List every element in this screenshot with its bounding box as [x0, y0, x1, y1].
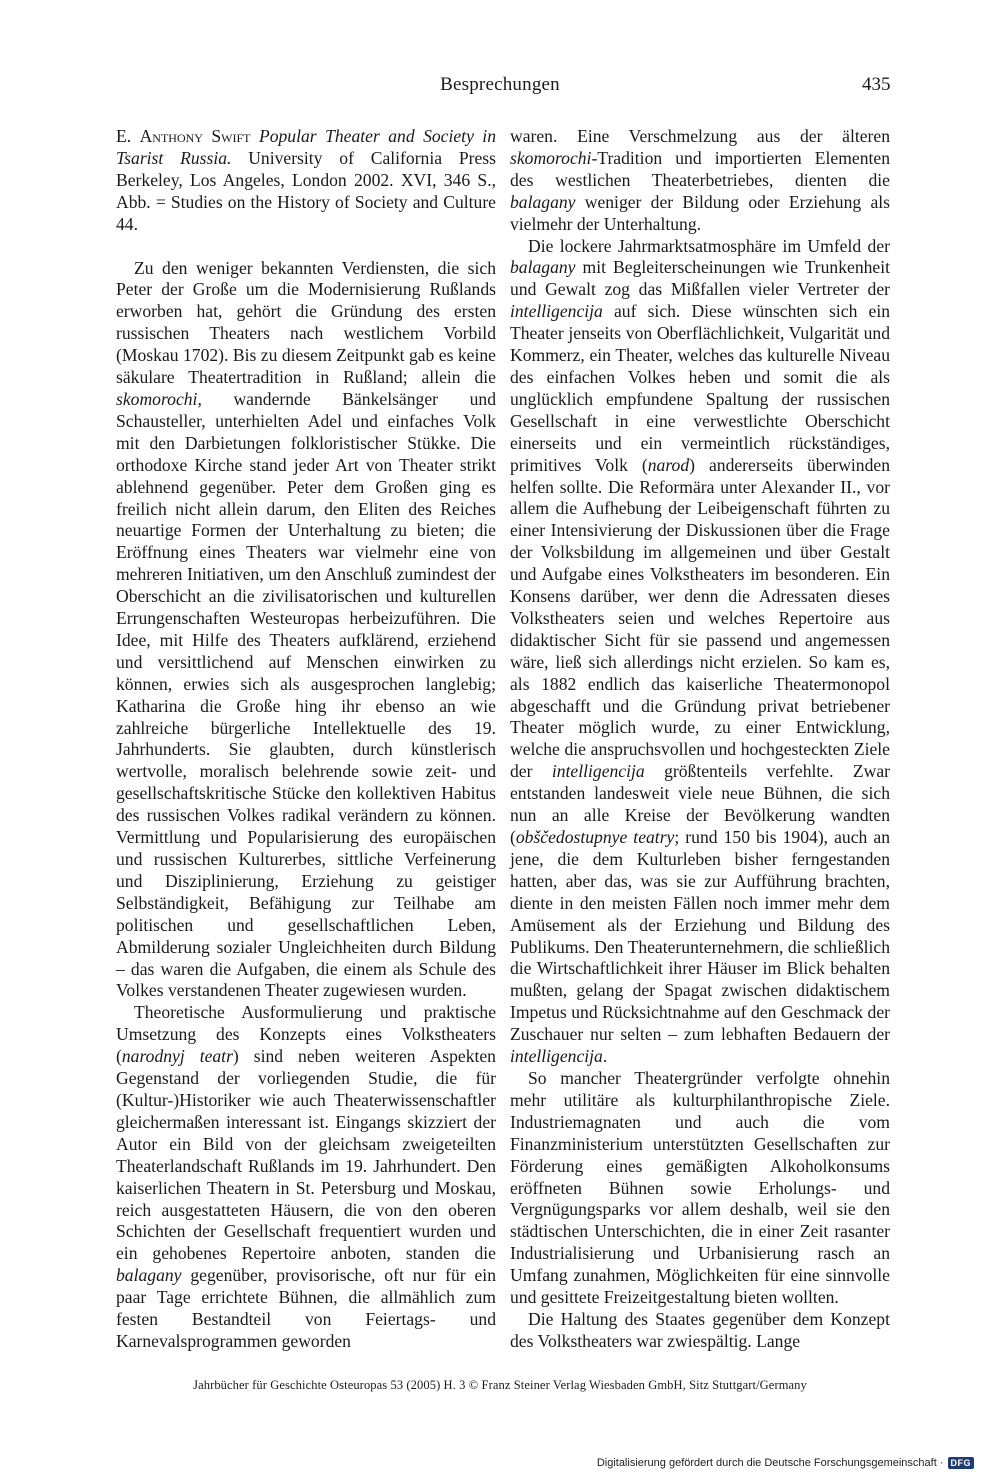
- italic-term: narodnyj teatr: [121, 1046, 233, 1067]
- text-run: Zu den weniger bekannten Verdiensten, die sich Peter der Große um die Modernisierung Rußlands erworben hat, gehört die Gründung des ersten russischen Theaters nach westlichem Vorbild (Moskau 1702). Bis zu diesem Zeitpunkt gab es keine säkulare Theatertradition in Rußland; allein die: [116, 257, 496, 388]
- review-book-title: Popular Theater and Society in Tsarist Russia.: [116, 126, 496, 168]
- text-run: Die Haltung des Staates gegenüber dem Konzept des Volkstheaters war zwiespältig. Lange: [510, 1308, 890, 1351]
- italic-term: narod: [647, 454, 690, 475]
- italic-term: balagany: [116, 1265, 182, 1286]
- text-run: -Tradition und importierten Elementen des westlichen Theaterbetriebes, dienten die: [510, 147, 890, 190]
- left-column: [116, 126, 496, 1353]
- text-run: größtenteils verfehlte. Zwar entstanden landesweit viele neue Bühnen, die sich nun an alle Kreise der Bevölkerung wandten (: [510, 761, 890, 847]
- text-run: ) andererseits überwinden helfen sollte. Die Reformära unter Alexander II., vor allem die Aufhebung der Leibeigenschaft führten zu einer Intensivierung der Diskussionen über die Frage der Volksbildung im allgemeinen und über Gestalt und Aufgabe eines Volkstheaters im besonderen. Ein Konsens darüber, wer denn die Adressaten dieses Volkstheaters seien und welches Repertoire aus didaktischer Sicht für sie passend und angemessen wäre, ließ sich allerdings nicht erzielen. So kam es, als 1882 endlich das kaiserliche Theatermonopol abgeschafft und die Gründung privat betriebener Theater möglich wurde, zu einer Entwicklung, welche die anspruchsvollen und hochgesteckten Ziele der: [510, 454, 891, 782]
- text-run: auf sich. Diese wünschten sich ein Theater jenseits von Oberflächlichkeit, Vulgarität und Kommerz, ein Theater, welches das kulturelle Niveau des einfachen Volkes heben und somit die als unglücklich empfundene Spaltung der russischen Gesellschaft in eine verwestlichte Oberschicht einerseits und ein vermeintlich rückständiges, primitives Volk (: [510, 301, 890, 475]
- text-run: ; rund 150 bis 1904), auch an jene, die dem Kulturleben bisher ferngestanden hatten, aber das, was sie zur Aufführung brachten, diente in den meisten Fällen noch immer mehr dem Amüsement als der Erziehung und Bildung des Publikums. Den Theaterunternehmern, die schließlich die Wirtschaftlichkeit ihrer Häuser im Blick behalten mußten, gelang der Spagat zwischen didaktischem Impetus und Rücksichtnahme auf den Geschmack der Zuschauer nur selten – zum lebhaften Bedauern der: [510, 827, 890, 1045]
- paragraph: [510, 1309, 890, 1353]
- dfg-logo-icon: DFG: [948, 1457, 975, 1469]
- text-run: mit Begleiterscheinungen wie Trunkenheit und Gewalt zog das Mißfallen vieler Vertreter der: [510, 257, 890, 300]
- digitization-note: [597, 1457, 974, 1469]
- italic-term: intelligencija: [551, 761, 645, 782]
- running-head: Besprechungen: [440, 74, 560, 95]
- review-publication: University of California Press Berkeley, Los Angeles, London 2002. XVI, 346 S., Abb. = Studies on the History of Society and Culture 44.: [116, 147, 496, 234]
- text-run: waren. Eine Verschmelzung aus der älteren: [510, 126, 890, 146]
- paragraph-continued: [510, 126, 890, 236]
- paragraph: [510, 1068, 890, 1309]
- right-column: [510, 126, 890, 1353]
- text-run: Theoretische Ausformulierung und praktische Umsetzung des Konzepts eines Volkstheaters (: [116, 1002, 496, 1067]
- review-citation: [116, 126, 496, 236]
- journal-footer: Jahrbücher für Geschichte Osteuropas 53 (2005) H. 3 © Franz Steiner Verlag Wiesbaden GmbH, Sitz Stuttgart/Germany: [193, 1378, 807, 1392]
- italic-term: obščedostupnye teatry: [515, 827, 675, 847]
- paragraph: [510, 236, 890, 1068]
- italic-term: balagany: [510, 257, 576, 278]
- italic-term: skomorochi: [116, 388, 198, 409]
- italic-term: intelligencija: [510, 1046, 603, 1067]
- text-run: So mancher Theatergründer verfolgte ohnehin mehr utilitäre als kulturphilanthropische Ziele. Industriemagnaten und auch die vom Finanzministerium unterstützten Gesellschaften zur Förderung eines gemäßigten Alkoholkonsums eröffneten Bühnen sowie Erholungs- und Vergnügungsparks vor allem deshalb, weil sie den städtischen Unterschichten, die in einer Zeit rasanter Industrialisierung und Urbanisierung rasch an Umfang zunahmen, Möglichkeiten für eine sinnvolle und gesittete Freizeitgestaltung bieten wollten.: [510, 1067, 890, 1308]
- text-run: Die lockere Jahrmarktsatmosphäre im Umfeld der: [528, 235, 890, 256]
- text-run: , wandernde Bänkelsänger und Schausteller, unterhielten Adel und einfaches Volk mit den Darbietungen folkloristischer Stükke. Die orthodoxe Kirche stand jeder Art von Theater strikt ablehnend gegenüber. Peter dem Großen ging es freilich nicht allein darum, den Eliten des Reiches neuartige Formen der Unterhaltung zu bieten; die Eröffnung eines Theaters war vielmehr eine von mehreren Initiativen, um den Anschluß zumindest der Oberschicht an die zivilisatorischen und kulturellen Errungenschaften Westeuropas herbeizuführen. Die Idee, mit Hilfe des Theaters aufklärend, erziehend und versittlichend auf Menschen einwirken zu können, erwies sich als ausgesprochen langlebig; Katharina die Große hing ihr ebenso an wie zahlreiche bürgerliche Intellektuelle des 19. Jahrhunderts. Sie glaubten, durch künstlerisch wertvolle, moralisch belehrende sowie zeit- und gesellschaftskritische Stücke den kollektiven Habitus des russischen Volkes radikal verändern zu können. Vermittlung und Popularisierung des europäischen und russischen Kulturerbes, sittliche Verfeinerung und Disziplinierung, Erziehung zu geistiger Selbständigkeit, Befähigung zur Teilhabe am politischen und gesellschaftlichen Leben, Abmilderung sozialer Ungleichheiten durch Bildung – das waren die Aufgaben, die einem als Schule des Volkes verstandenen Theater zugewiesen wurden.: [116, 388, 496, 1001]
- italic-term: balagany: [510, 191, 576, 212]
- review-author-first: E.: [116, 126, 140, 146]
- text-run: .: [602, 1046, 608, 1067]
- paragraph: [116, 258, 496, 1003]
- italic-term: skomorochi: [510, 147, 592, 168]
- digitization-text: Digitalisierung gefördert durch die Deutsche Forschungsgemeinschaft ·: [596, 1457, 944, 1469]
- italic-term: intelligencija: [510, 301, 603, 322]
- text-run: weniger der Bildung oder Erziehung als vielmehr der Unterhaltung.: [510, 191, 890, 234]
- text-run: ) sind neben weiteren Aspekten Gegenstand der vorliegenden Studie, die für (Kultur-)Historiker wie auch Theaterwissenschaftler gleichermaßen interessant ist. Eingangs skizziert der Autor ein Bild von der gleichsam zweigeteilten Theaterlandschaft Rußlands im 19. Jahrhundert. Den kaiserlichen Theatern in St. Petersburg und Moskau, reich ausgestatteten Häusern, die von den oberen Schichten der Gesellschaft frequentiert wurden und ein gehobenes Repertoire anboten, standen die: [116, 1046, 496, 1264]
- paragraph: [116, 1002, 496, 1353]
- text-run: gegenüber, provisorische, oft nur für ein paar Tage errichtete Bühnen, die allmählich zum festen Bestandteil von Feiertags- und Karnevalsprogrammen geworden: [116, 1265, 496, 1351]
- review-author-last: Anthony Swift: [139, 126, 251, 146]
- page-number: 435: [862, 74, 891, 95]
